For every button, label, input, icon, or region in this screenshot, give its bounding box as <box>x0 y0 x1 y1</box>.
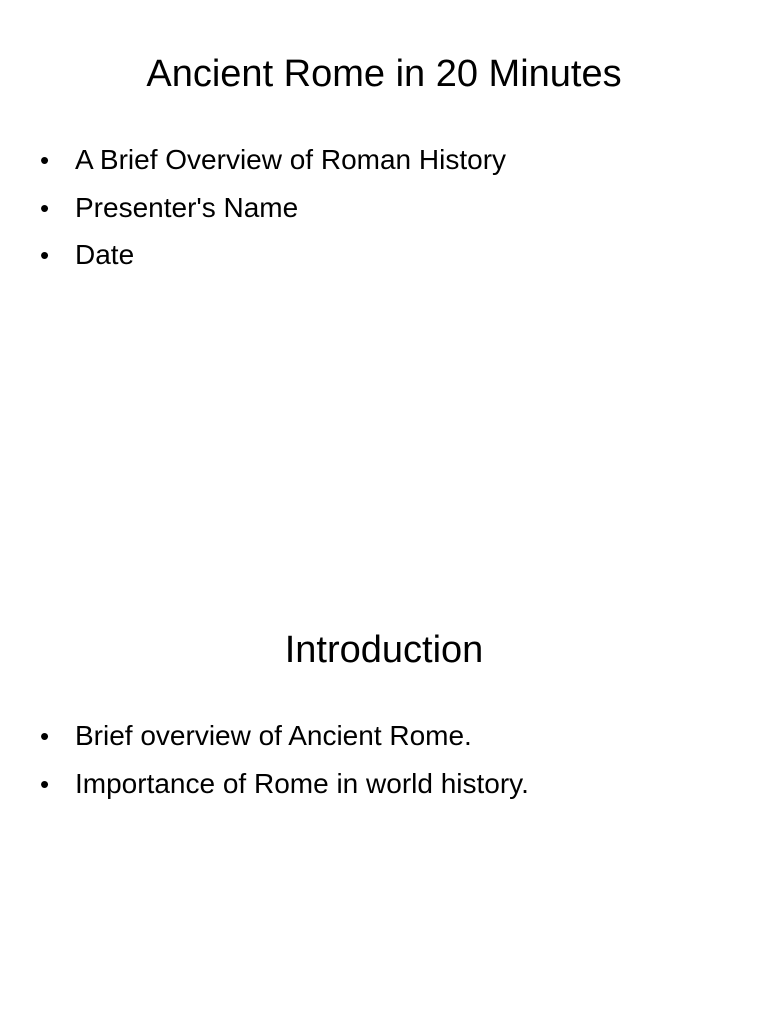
bullet-item <box>40 766 740 802</box>
bullet-item <box>40 142 740 178</box>
bullet-dot-icon: • <box>40 240 50 270</box>
slide-title: Introduction <box>284 629 484 671</box>
slide-title: Ancient Rome in 20 Minutes <box>146 53 622 95</box>
bullet-dot-icon: • <box>40 721 50 751</box>
bullet-list <box>40 142 740 285</box>
bullet-dot-icon: • <box>40 768 50 799</box>
bullet-text: Presenter's Name <box>75 191 299 223</box>
bullet-item <box>40 718 740 754</box>
bullet-text: Brief overview of Ancient Rome. <box>75 720 472 751</box>
bullet-text: A Brief Overview of Roman History <box>75 144 507 175</box>
bullet-text: Importance of Rome in world history. <box>75 767 529 799</box>
bullet-dot-icon: • <box>40 192 50 223</box>
bullet-text: Date <box>75 239 135 270</box>
bullet-item <box>40 190 740 226</box>
bullet-list <box>40 718 740 813</box>
slide-introduction <box>0 576 768 1024</box>
bullet-item <box>40 237 740 273</box>
bullet-dot-icon: • <box>40 145 50 175</box>
